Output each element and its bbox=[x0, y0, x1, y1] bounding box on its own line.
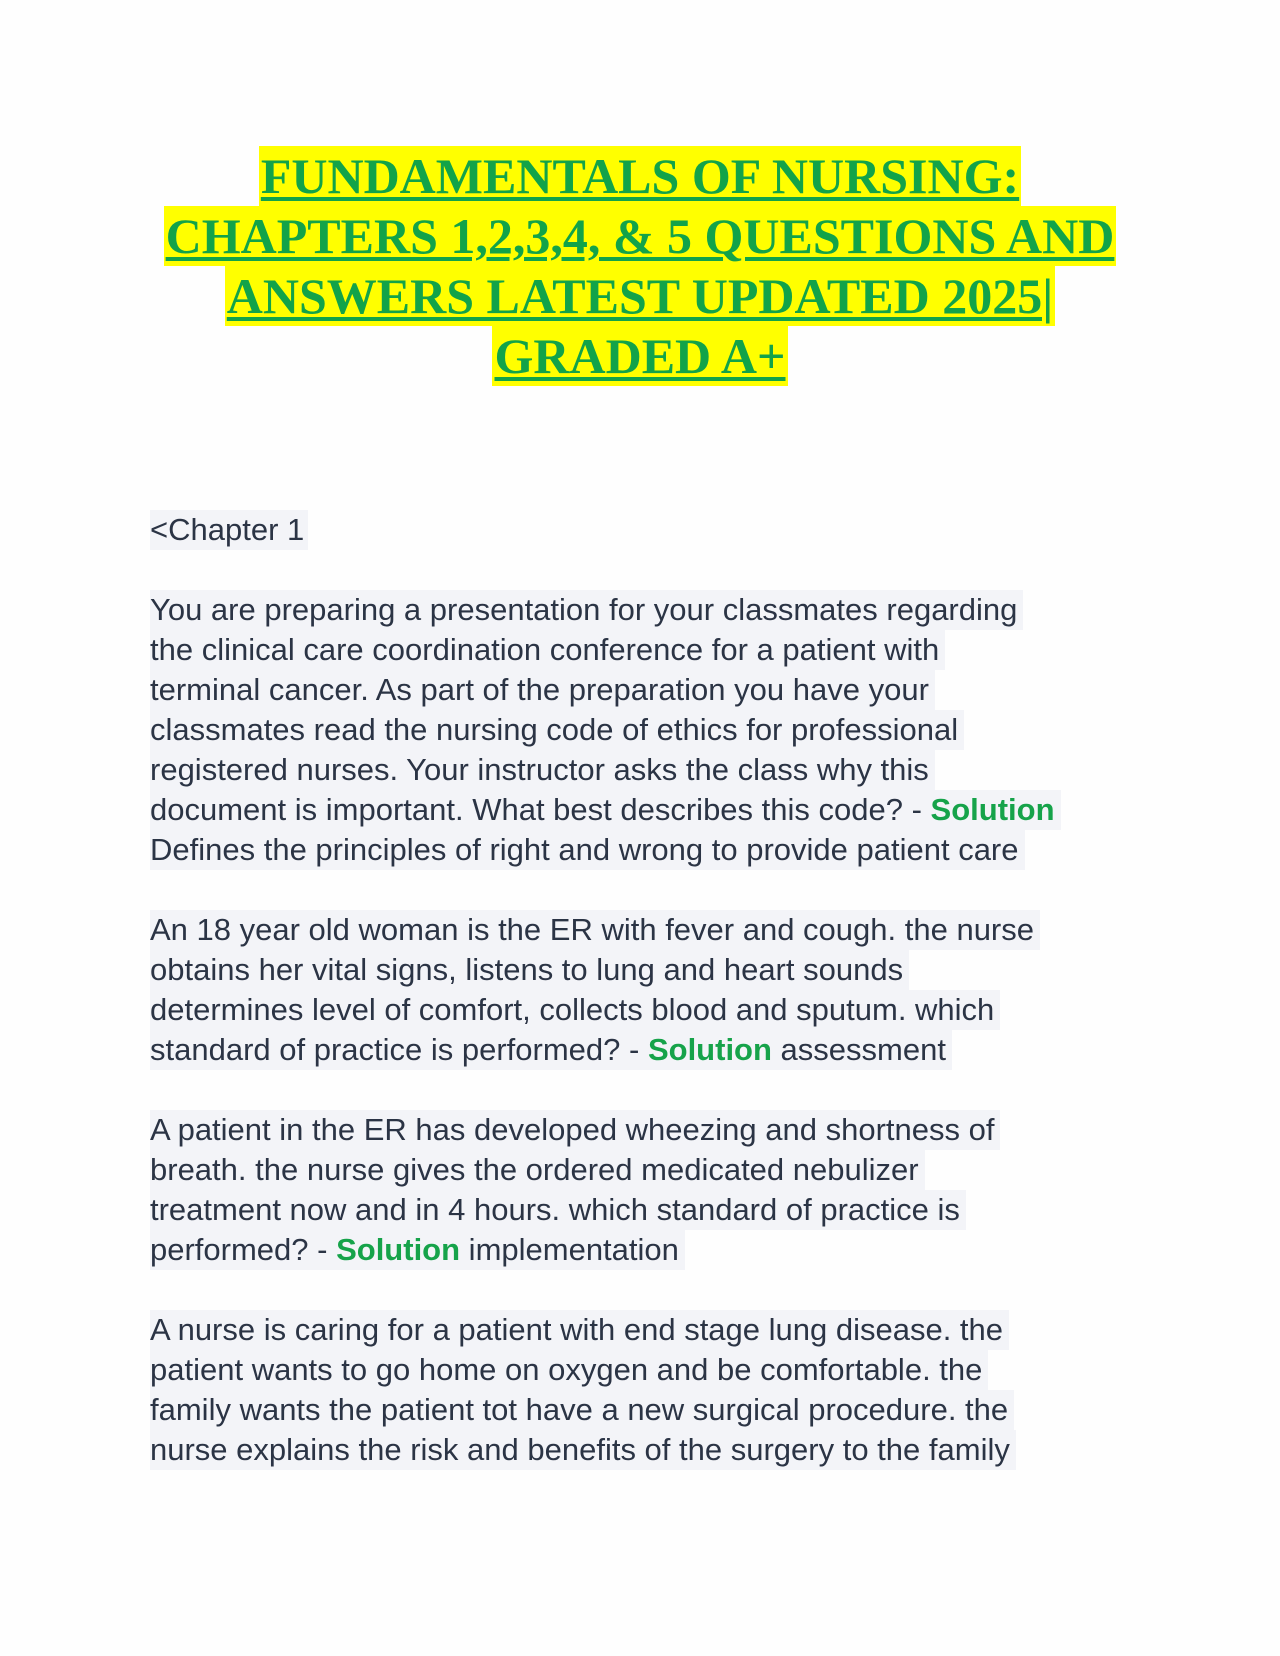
question-line: nurse explains the risk and benefits of the surgery to the family bbox=[150, 1430, 1016, 1470]
answer-text: implementation bbox=[460, 1232, 679, 1267]
answer-line: Defines the principles of right and wrong to provide patient care bbox=[150, 830, 1025, 870]
question-line: terminal cancer. As part of the preparation you have your bbox=[150, 670, 935, 710]
question-line: An 18 year old woman is the ER with fever and cough. the nurse bbox=[150, 910, 1040, 950]
question-line: treatment now and in 4 hours. which standard of practice is bbox=[150, 1190, 966, 1230]
question-line: family wants the patient tot have a new surgical procedure. the bbox=[150, 1390, 1014, 1430]
answer-text: assessment bbox=[771, 1032, 946, 1067]
qa-item bbox=[150, 590, 1150, 870]
question-line: determines level of comfort, collects blood and sputum. which bbox=[150, 990, 1000, 1030]
question-line: the clinical care coordination conference for a patient with bbox=[150, 630, 945, 670]
question-text: standard of practice is performed? - bbox=[150, 1032, 648, 1067]
qa-item bbox=[150, 1110, 1150, 1270]
document-title bbox=[140, 146, 1140, 386]
question-text: document is important. What best describes this code? - bbox=[150, 792, 931, 827]
title-line: GRADED A+ bbox=[494, 328, 786, 384]
question-line: registered nurses. Your instructor asks the class why this bbox=[150, 750, 935, 790]
qa-item bbox=[150, 1310, 1150, 1470]
title-line: CHAPTERS 1,2,3,4, & 5 QUESTIONS AND bbox=[165, 208, 1115, 264]
solution-label: Solution bbox=[930, 792, 1055, 827]
solution-line bbox=[150, 1230, 685, 1270]
title-line: FUNDAMENTALS OF NURSING: bbox=[260, 148, 1020, 204]
question-line: You are preparing a presentation for your classmates regarding bbox=[150, 590, 1023, 630]
qa-item bbox=[150, 910, 1150, 1070]
question-line: classmates read the nursing code of ethics for professional bbox=[150, 710, 964, 750]
document-body bbox=[150, 510, 1150, 1470]
solution-line bbox=[150, 1030, 952, 1070]
chapter-heading: <Chapter 1 bbox=[150, 510, 308, 550]
solution-label: Solution bbox=[336, 1232, 461, 1267]
question-line: breath. the nurse gives the ordered medicated nebulizer bbox=[150, 1150, 925, 1190]
question-line: A patient in the ER has developed wheezing and shortness of bbox=[150, 1110, 1000, 1150]
title-line: ANSWERS LATEST UPDATED 2025| bbox=[226, 268, 1054, 324]
question-line: obtains her vital signs, listens to lung and heart sounds bbox=[150, 950, 909, 990]
question-text: performed? - bbox=[150, 1232, 337, 1267]
question-line: A nurse is caring for a patient with end stage lung disease. the bbox=[150, 1310, 1009, 1350]
question-line: patient wants to go home on oxygen and be comfortable. the bbox=[150, 1350, 988, 1390]
chapter-heading-row bbox=[150, 510, 1150, 550]
solution-line bbox=[150, 790, 1061, 830]
solution-label: Solution bbox=[647, 1032, 772, 1067]
